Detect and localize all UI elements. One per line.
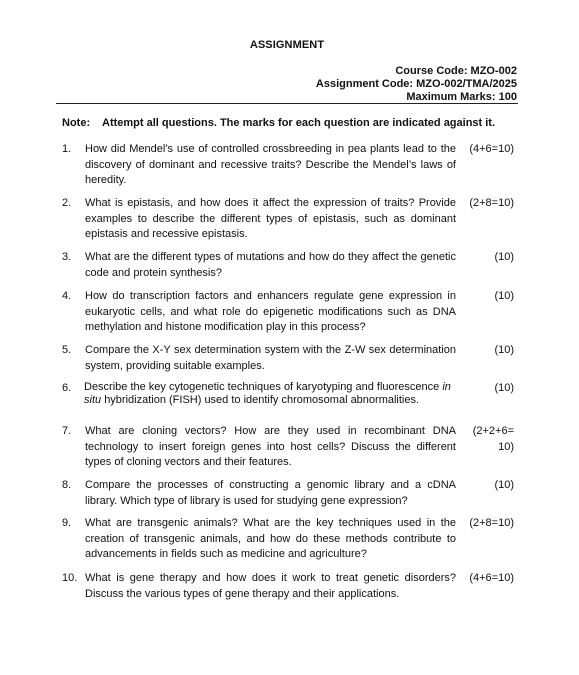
question-text-italic: in situ (84, 381, 451, 406)
question-text: How did Mendel’s use of controlled crossbreeding in pea plants lead to the discovery of dominant and recessive traits? Describe the Mendel’s laws of heredity. (85, 143, 456, 186)
question-marks: (10) (494, 251, 514, 263)
note-text: Attempt all questions. The marks for each question are indicated against it. (102, 117, 496, 129)
question-text: Compare the processes of constructing a genomic library and a cDNA library. Which type of library is used for studying gene expression? (85, 479, 456, 507)
course-code: Course Code: MZO-002 (395, 65, 517, 77)
note-label: Note: (62, 117, 91, 129)
question-text: What are transgenic animals? What are the key techniques used in the creation of transgenic animals, and how do these methods contribute to advancements in fields such as medicine and agriculture? (85, 517, 456, 560)
question-marks: (10) (494, 344, 514, 356)
question-marks: (2+8=10) (469, 517, 514, 529)
question-marks: (10) (494, 290, 514, 302)
code-block (316, 65, 517, 104)
question-marks: (4+6=10) (469, 572, 514, 584)
note (62, 117, 522, 129)
question-text: How do transcription factors and enhancers regulate gene expression in eukaryotic cells, and what role do epigenetic modifications such as DNA methylation and histone modification play in this process? (85, 290, 456, 333)
question-text: Compare the X-Y sex determination system with the Z-W sex determination system, providing suitable examples. (85, 344, 456, 372)
question-text-part: hybridization (FISH) used to identify chromosomal abnormalities. (104, 394, 420, 406)
question-number: 10. (62, 572, 78, 584)
question-text (84, 381, 459, 407)
question-text: What are the different types of mutations and how do they affect the genetic code and protein synthesis? (85, 251, 456, 279)
question-number: 9. (62, 517, 72, 529)
question-number: 8. (62, 479, 72, 491)
question-number: 3. (62, 251, 72, 263)
header-divider (56, 103, 518, 104)
question-text-part: Describe the key cytogenetic techniques of karyotyping and fluorescence (84, 381, 440, 393)
question-marks: (2+8=10) (469, 197, 514, 209)
question-text: What is gene therapy and how does it work to treat genetic disorders? Discuss the various types of gene therapy and their applications. (85, 572, 456, 600)
question-marks: (10) (494, 382, 514, 394)
question-number: 7. (62, 425, 72, 437)
assignment-code: Assignment Code: MZO-002/TMA/2025 (315, 78, 517, 90)
question-marks-line: 10) (498, 440, 514, 453)
question-text: What are cloning vectors? How are they used in recombinant DNA technology to insert foreign genes into host cells? Discuss the different types of cloning vectors and their features. (85, 425, 456, 468)
question-number: 5. (62, 344, 72, 356)
question-marks (460, 424, 514, 455)
question-marks: (4+6=10) (469, 143, 514, 155)
question-marks-line: (2+2+6= (472, 425, 514, 437)
question-number: 6. (62, 382, 72, 394)
maximum-marks: Maximum Marks: 100 (406, 91, 517, 103)
question-marks: (10) (494, 479, 514, 491)
question-number: 2. (62, 197, 72, 209)
question-number: 4. (62, 290, 72, 302)
question-text: What is epistasis, and how does it affect the expression of traits? Provide examples to describe the different types of epistasis, such as dominant epistasis and recessive epistasis. (85, 197, 456, 240)
page-title: ASSIGNMENT (249, 39, 325, 51)
question-number: 1. (62, 143, 72, 155)
